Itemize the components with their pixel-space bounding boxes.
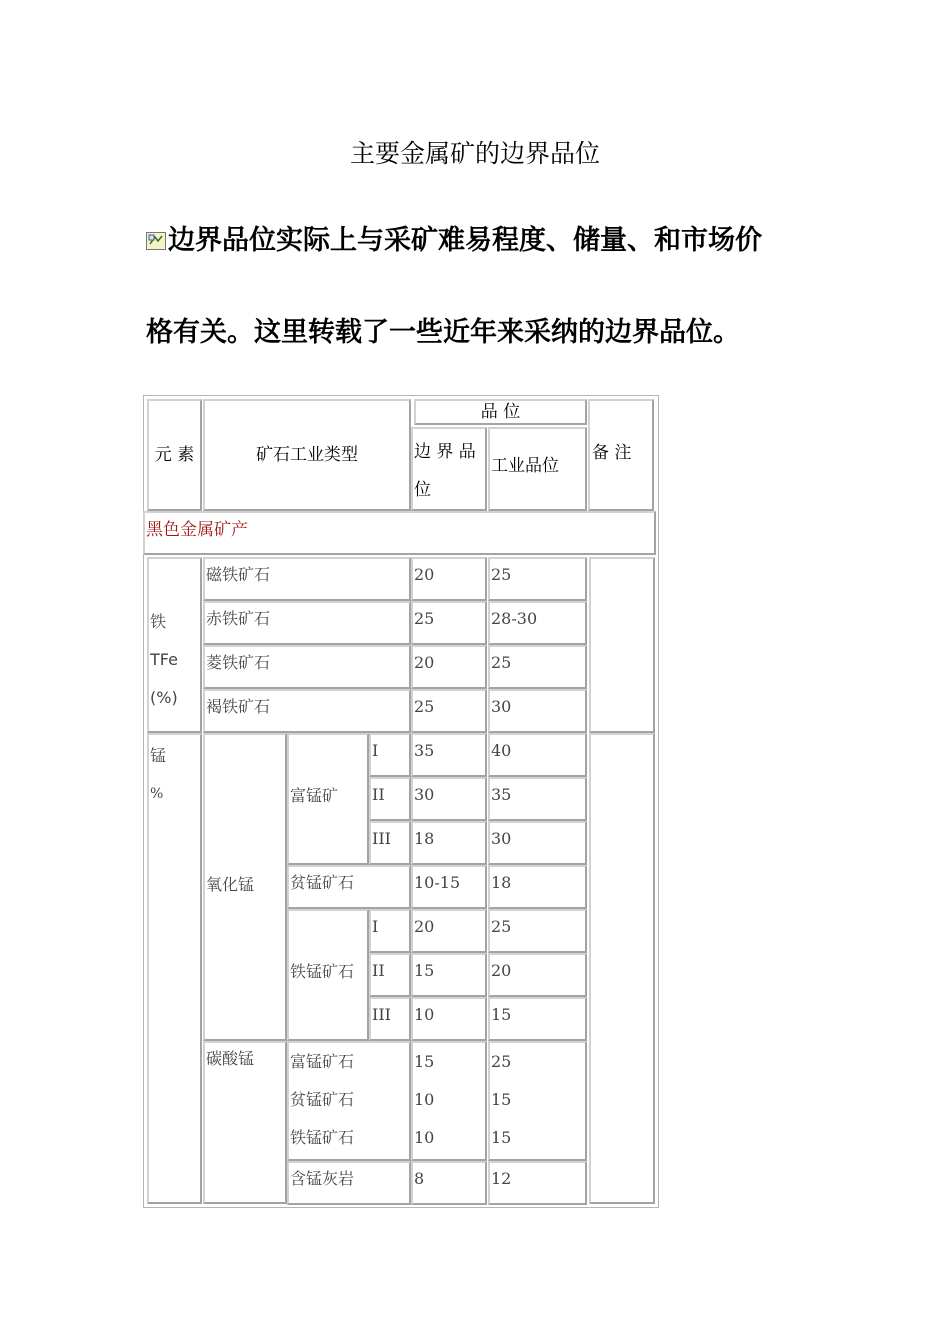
manganese-oxide: 氧化锰 xyxy=(203,733,287,1041)
iron-row-4-cutoff: 25 xyxy=(411,689,487,733)
manganese-remarks xyxy=(589,733,655,1204)
rich-row-3-cutoff: 18 xyxy=(411,821,487,865)
broken-image-icon xyxy=(146,226,166,244)
ferro-row-1-industrial: 25 xyxy=(488,909,587,953)
page-title: 主要金属矿的边界品位 xyxy=(349,139,600,168)
rich-row-2-cutoff: 30 xyxy=(411,777,487,821)
carbonate-cutoffs xyxy=(411,1041,487,1161)
element-iron xyxy=(147,557,202,733)
manganese-label: 锰 xyxy=(150,746,167,765)
ferro-row-2-grade: II xyxy=(369,953,411,997)
iron-row-1-industrial: 25 xyxy=(488,557,587,601)
carbonate-types xyxy=(287,1041,411,1161)
element-manganese xyxy=(147,733,202,1204)
iron-row-4-type: 褐铁矿石 xyxy=(203,689,411,733)
ferro-row-2-cutoff: 15 xyxy=(411,953,487,997)
carbonate-row-3-cutoff: 10 xyxy=(414,1128,435,1147)
poor-manganese-ore-type: 贫锰矿石 xyxy=(287,865,411,909)
rich-row-2-grade: II xyxy=(369,777,411,821)
ferro-row-3-grade: III xyxy=(369,997,411,1041)
limestone-type: 含锰灰岩 xyxy=(287,1161,411,1205)
limestone-cutoff: 8 xyxy=(411,1161,487,1205)
ferro-row-2-industrial: 20 xyxy=(488,953,587,997)
iron-remarks xyxy=(589,557,655,733)
rich-row-1-grade: I xyxy=(369,733,411,777)
header-industrial-grade: 工业品位 xyxy=(488,427,587,511)
iron-label: 铁 TFe (%) xyxy=(150,612,178,707)
limestone-industrial: 12 xyxy=(488,1161,587,1205)
carbonate-row-2-type: 贫锰矿石 xyxy=(290,1090,355,1109)
iron-row-1-cutoff: 20 xyxy=(411,557,487,601)
carbonate-row-1-cutoff: 15 xyxy=(414,1052,435,1071)
iron-row-3-industrial: 25 xyxy=(488,645,587,689)
header-cutoff-grade: 边 界 品 位 xyxy=(411,427,487,511)
header-grade: 品 位 xyxy=(414,399,587,425)
rich-row-1-cutoff: 35 xyxy=(411,733,487,777)
carbonate-row-1-industrial: 25 xyxy=(491,1052,512,1071)
intro-line-1 xyxy=(146,218,826,257)
intro-text-1: 边界品位实际上与采矿难易程度、储量、和市场价 xyxy=(168,225,762,256)
header-remarks: 备 注 xyxy=(588,399,654,511)
section-ferrous-metals: 黑色金属矿产 xyxy=(143,511,656,555)
header-element: 元 素 xyxy=(147,399,202,511)
carbonate-row-2-cutoff: 10 xyxy=(414,1090,435,1109)
iron-row-2-cutoff: 25 xyxy=(411,601,487,645)
manganese-unit: % xyxy=(150,786,164,802)
carbonate-row-3-industrial: 15 xyxy=(491,1128,512,1147)
rich-row-3-grade: III xyxy=(369,821,411,865)
ferro-row-3-cutoff: 10 xyxy=(411,997,487,1041)
ferro-row-1-cutoff: 20 xyxy=(411,909,487,953)
iron-row-1-type: 磁铁矿石 xyxy=(203,557,411,601)
header-ore-type: 矿石工业类型 xyxy=(203,399,411,511)
iron-row-3-cutoff: 20 xyxy=(411,645,487,689)
carbonate-industrials xyxy=(488,1041,587,1161)
ferro-manganese-ore: 铁锰矿石 xyxy=(287,909,369,1041)
carbonate-row-3-type: 铁锰矿石 xyxy=(290,1128,355,1147)
ferro-row-3-industrial: 15 xyxy=(488,997,587,1041)
carbonate-row-2-industrial: 15 xyxy=(491,1090,512,1109)
iron-row-3-type: 菱铁矿石 xyxy=(203,645,411,689)
poor-manganese-ore-industrial: 18 xyxy=(488,865,587,909)
iron-row-2-type: 赤铁矿石 xyxy=(203,601,411,645)
rich-row-3-industrial: 30 xyxy=(488,821,587,865)
rich-row-2-industrial: 35 xyxy=(488,777,587,821)
intro-line-2: 格有关。这里转载了一些近年来采纳的边界品位。 xyxy=(146,317,740,348)
rich-manganese-ore: 富锰矿 xyxy=(287,733,369,865)
manganese-carbonate: 碳酸锰 xyxy=(203,1041,287,1204)
iron-row-2-industrial: 28-30 xyxy=(488,601,587,645)
rich-row-1-industrial: 40 xyxy=(488,733,587,777)
carbonate-row-1-type: 富锰矿石 xyxy=(290,1052,355,1071)
ferro-row-1-grade: I xyxy=(369,909,411,953)
poor-manganese-ore-cutoff: 10-15 xyxy=(411,865,487,909)
iron-row-4-industrial: 30 xyxy=(488,689,587,733)
